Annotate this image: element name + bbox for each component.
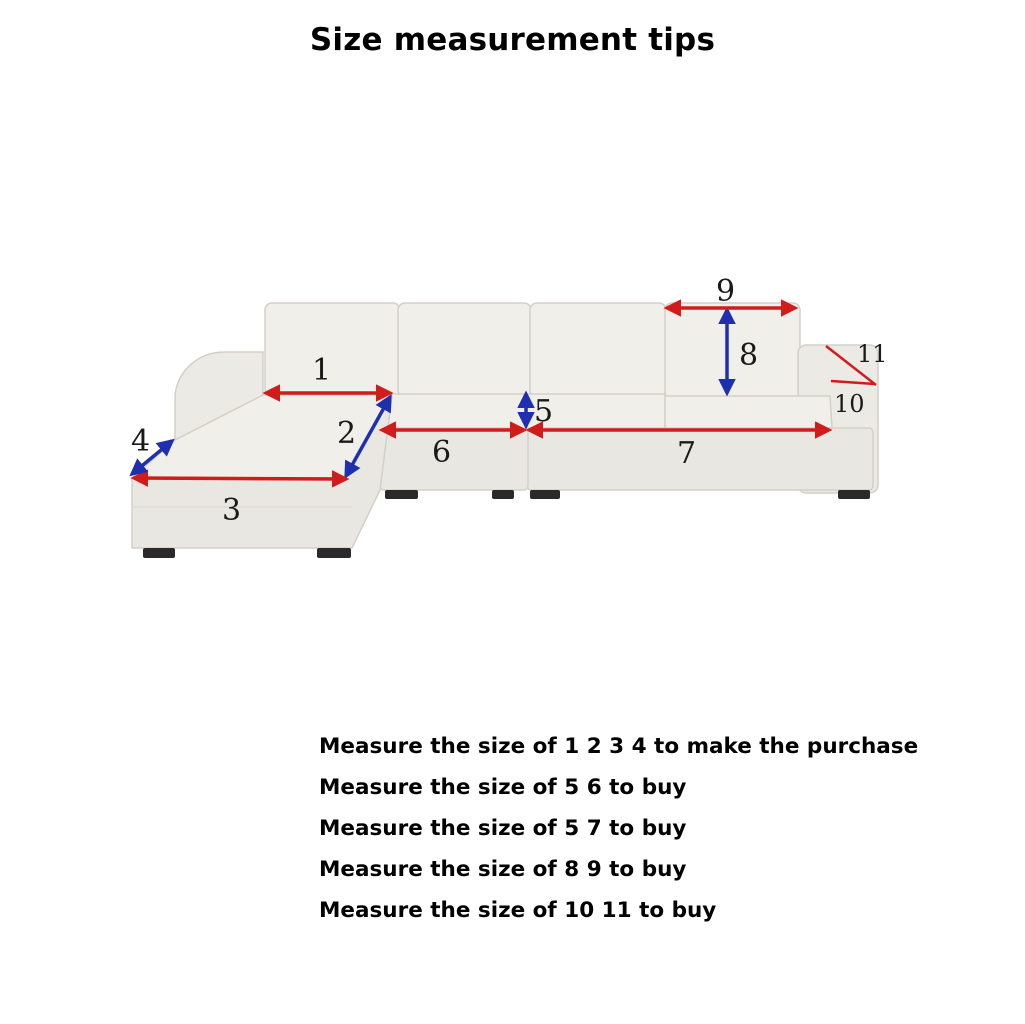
page-title: Size measurement tips bbox=[309, 22, 716, 58]
label-2: 2 bbox=[337, 416, 357, 451]
instruction-line: Measure the size of 5 6 to buy bbox=[319, 775, 687, 800]
label-6: 6 bbox=[432, 435, 452, 470]
label-3: 3 bbox=[222, 493, 242, 528]
label-8: 8 bbox=[739, 338, 759, 373]
instruction-line: Measure the size of 10 11 to buy bbox=[319, 898, 717, 923]
instruction-line: Measure the size of 8 9 to buy bbox=[319, 857, 687, 882]
instruction-line: Measure the size of 1 2 3 4 to make the purchase bbox=[319, 734, 919, 759]
label-9: 9 bbox=[716, 274, 736, 309]
label-11: 11 bbox=[857, 340, 888, 368]
sofa-illustration bbox=[132, 303, 878, 548]
label-1: 1 bbox=[312, 353, 332, 388]
label-10: 10 bbox=[834, 390, 865, 418]
instruction-line: Measure the size of 5 7 to buy bbox=[319, 816, 687, 841]
label-5: 5 bbox=[534, 394, 554, 429]
label-7: 7 bbox=[677, 436, 697, 471]
measure-line-3 bbox=[134, 478, 346, 479]
instruction-list bbox=[319, 730, 1009, 935]
label-4: 4 bbox=[131, 424, 151, 459]
